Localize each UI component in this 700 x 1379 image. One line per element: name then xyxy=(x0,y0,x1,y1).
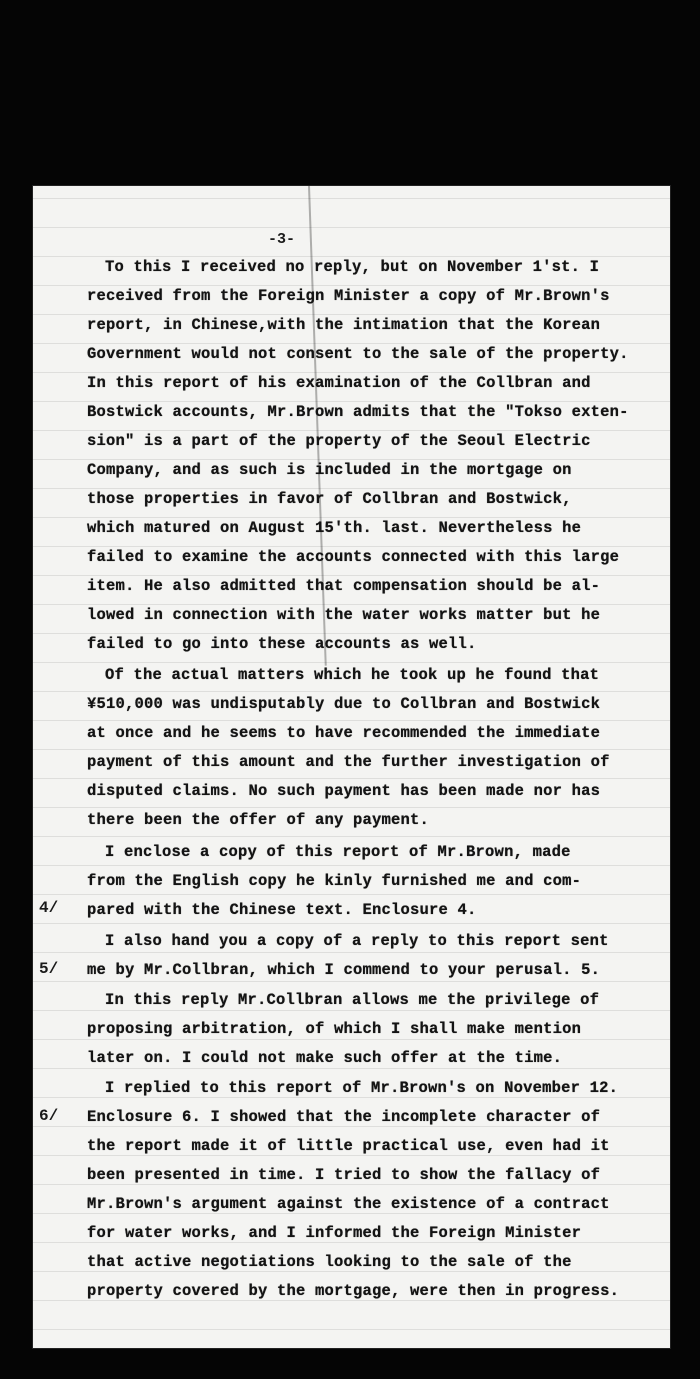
document-page xyxy=(33,186,670,1348)
text-line: Mr.Brown's argument against the existence of a contract xyxy=(87,1195,610,1213)
margin-note-enclosure-4: 4/ xyxy=(39,899,59,917)
text-line: Enclosure 6. I showed that the incomplete character of xyxy=(87,1108,601,1126)
text-line: report, in Chinese,with the intimation that the Korean xyxy=(87,316,601,334)
text-line: property covered by the mortgage, were then in progress. xyxy=(87,1282,620,1300)
text-line: disputed claims. No such payment has been made nor has xyxy=(87,782,601,800)
text-line: Company, and as such is included in the mortgage on xyxy=(87,461,572,479)
text-line: that active negotiations looking to the sale of the xyxy=(87,1253,572,1271)
text-line: lowed in connection with the water works matter but he xyxy=(87,606,601,624)
text-line: at once and he seems to have recommended the immediate xyxy=(87,724,601,742)
text-line: I enclose a copy of this report of Mr.Brown, made xyxy=(105,843,571,861)
margin-note-enclosure-6: 6/ xyxy=(39,1107,59,1125)
text-line: In this report of his examination of the Collbran and xyxy=(87,374,591,392)
text-line: Government would not consent to the sale of the property. xyxy=(87,345,629,363)
text-line: item. He also admitted that compensation should be al- xyxy=(87,577,601,595)
text-line: there been the offer of any payment. xyxy=(87,811,430,829)
text-line: payment of this amount and the further investigation of xyxy=(87,753,610,771)
text-line: failed to examine the accounts connected with this large xyxy=(87,548,620,566)
text-line: pared with the Chinese text. Enclosure 4. xyxy=(87,901,477,919)
text-line: which matured on August 15'th. last. Nevertheless he xyxy=(87,519,582,537)
text-line: ¥510,000 was undisputably due to Collbran and Bostwick xyxy=(87,695,601,713)
margin-note-enclosure-5: 5/ xyxy=(39,960,59,978)
page-number: -3- xyxy=(268,231,296,248)
text-line: those properties in favor of Collbran and Bostwick, xyxy=(87,490,572,508)
text-line: Of the actual matters which he took up he found that xyxy=(105,666,600,684)
text-line: from the English copy he kinly furnished me and com- xyxy=(87,872,582,890)
text-line: Bostwick accounts, Mr.Brown admits that the "Tokso exten- xyxy=(87,403,629,421)
text-line: later on. I could not make such offer at the time. xyxy=(87,1049,563,1067)
text-line: the report made it of little practical use, even had it xyxy=(87,1137,610,1155)
text-line: In this reply Mr.Collbran allows me the privilege of xyxy=(105,991,600,1009)
text-line: I replied to this report of Mr.Brown's on November 12. xyxy=(105,1079,619,1097)
text-line: proposing arbitration, of which I shall make mention xyxy=(87,1020,582,1038)
text-line: for water works, and I informed the Foreign Minister xyxy=(87,1224,582,1242)
text-line: To this I received no reply, but on November 1'st. I xyxy=(105,258,600,276)
text-line: me by Mr.Collbran, which I commend to your perusal. 5. xyxy=(87,961,601,979)
text-line: failed to go into these accounts as well. xyxy=(87,635,477,653)
text-line: received from the Foreign Minister a copy of Mr.Brown's xyxy=(87,287,610,305)
text-line: sion" is a part of the property of the Seoul Electric xyxy=(87,432,591,450)
text-line: been presented in time. I tried to show the fallacy of xyxy=(87,1166,601,1184)
text-line: I also hand you a copy of a reply to this report sent xyxy=(105,932,609,950)
